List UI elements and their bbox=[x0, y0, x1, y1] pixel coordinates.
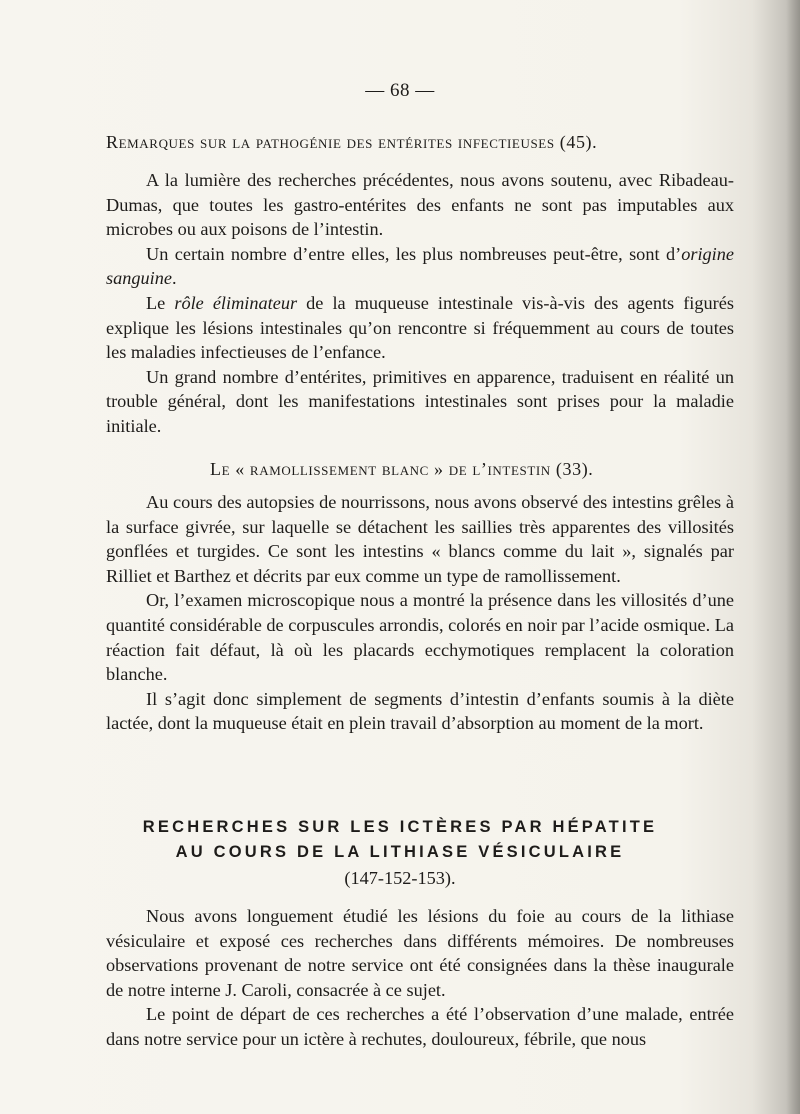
paragraph: Nous avons longuement étudié les lésions du foie au cours de la lithiase vésiculaire et exposé ces recherches dans différents mémoires. De nombreuses observations provenant de notre service ont été consignées dans la thèse inaugurale de notre interne J. Caroli, consacrée à ce sujet. bbox=[106, 906, 734, 1000]
paragraph: Il s’agit donc simplement de segments d’intestin d’enfants soumis à la diète lactée, dont la muqueuse était en plein travail d’absorption au moment de la mort. bbox=[106, 688, 734, 734]
paragraph: Or, l’examen microscopique nous a montré la présence dans les villosités d’une quantité considérable de corpuscules arrondis, colorés en noir par l’acide osmique. La réaction fait défaut, là où les placards ecchymotiques remplacent la coloration blanche. bbox=[106, 590, 734, 685]
section-references: (147-152-153). bbox=[344, 868, 456, 888]
section-title-line2: AU COURS DE LA LITHIASE VÉSICULAIRE bbox=[175, 843, 625, 861]
section-body-ramollissement bbox=[106, 490, 734, 736]
paragraph: Le point de départ de ces recherches a été l’observation d’une malade, entrée dans notre service pour un ictère à rechutes, douloureux, fébrile, que nous bbox=[106, 1004, 734, 1049]
paragraph: A la lumière des recherches précédentes, nous avons soutenu, avec Ribadeau-Dumas, que toutes les gastro-entérites des enfants ne sont pas imputables aux microbes ou aux poisons de l’intestin. bbox=[106, 170, 734, 240]
page-number: — 68 — bbox=[365, 80, 435, 101]
section-body-icteres bbox=[106, 904, 734, 1052]
paragraph: Au cours des autopsies de nourrissons, nous avons observé des intestins grêles à la surface givrée, sur laquelle se détachent les saillies très apparentes des villosités gonflées et turgides. Ce sont les intestins « blancs comme du lait », signalés par Rilliet et Barthez et décrits par eux comme un type de ramollissement. bbox=[106, 492, 734, 586]
paragraph: Un grand nombre d’entérites, primitives en apparence, traduisent en réalité un trouble général, dont les manifestations intestinales sont prises pour la maladie initiale. bbox=[106, 366, 734, 436]
section-heading-pathogenie: Remarques sur la pathogénie des entérites infectieuses (45). bbox=[106, 132, 598, 152]
section-heading-ramollissement: Le « ramollissement blanc » de l’intestin (33). bbox=[210, 459, 594, 479]
section-body-pathogenie bbox=[106, 168, 734, 439]
emphasis-text: rôle éliminateur bbox=[174, 292, 298, 313]
emphasis-text: origine sanguine bbox=[106, 243, 734, 289]
page-edge-shadow bbox=[786, 0, 800, 1114]
text-run: de la muqueuse intestinale vis-à-vis des agents figurés explique les lésions intestinales qu’on rencontre si fréquemment au cours de toutes les maladies infectieuses de l’enfance. bbox=[106, 292, 734, 363]
text-run: Le bbox=[146, 292, 175, 313]
section-title-line1: RECHERCHES SUR LES ICTÈRES PAR HÉPATITE bbox=[142, 818, 658, 836]
text-run: Un certain nombre d’entre elles, les plus nombreuses peut-être, sont d’ bbox=[146, 243, 682, 264]
text-run: . bbox=[172, 268, 177, 289]
paragraph bbox=[106, 291, 734, 365]
paragraph bbox=[106, 242, 734, 291]
